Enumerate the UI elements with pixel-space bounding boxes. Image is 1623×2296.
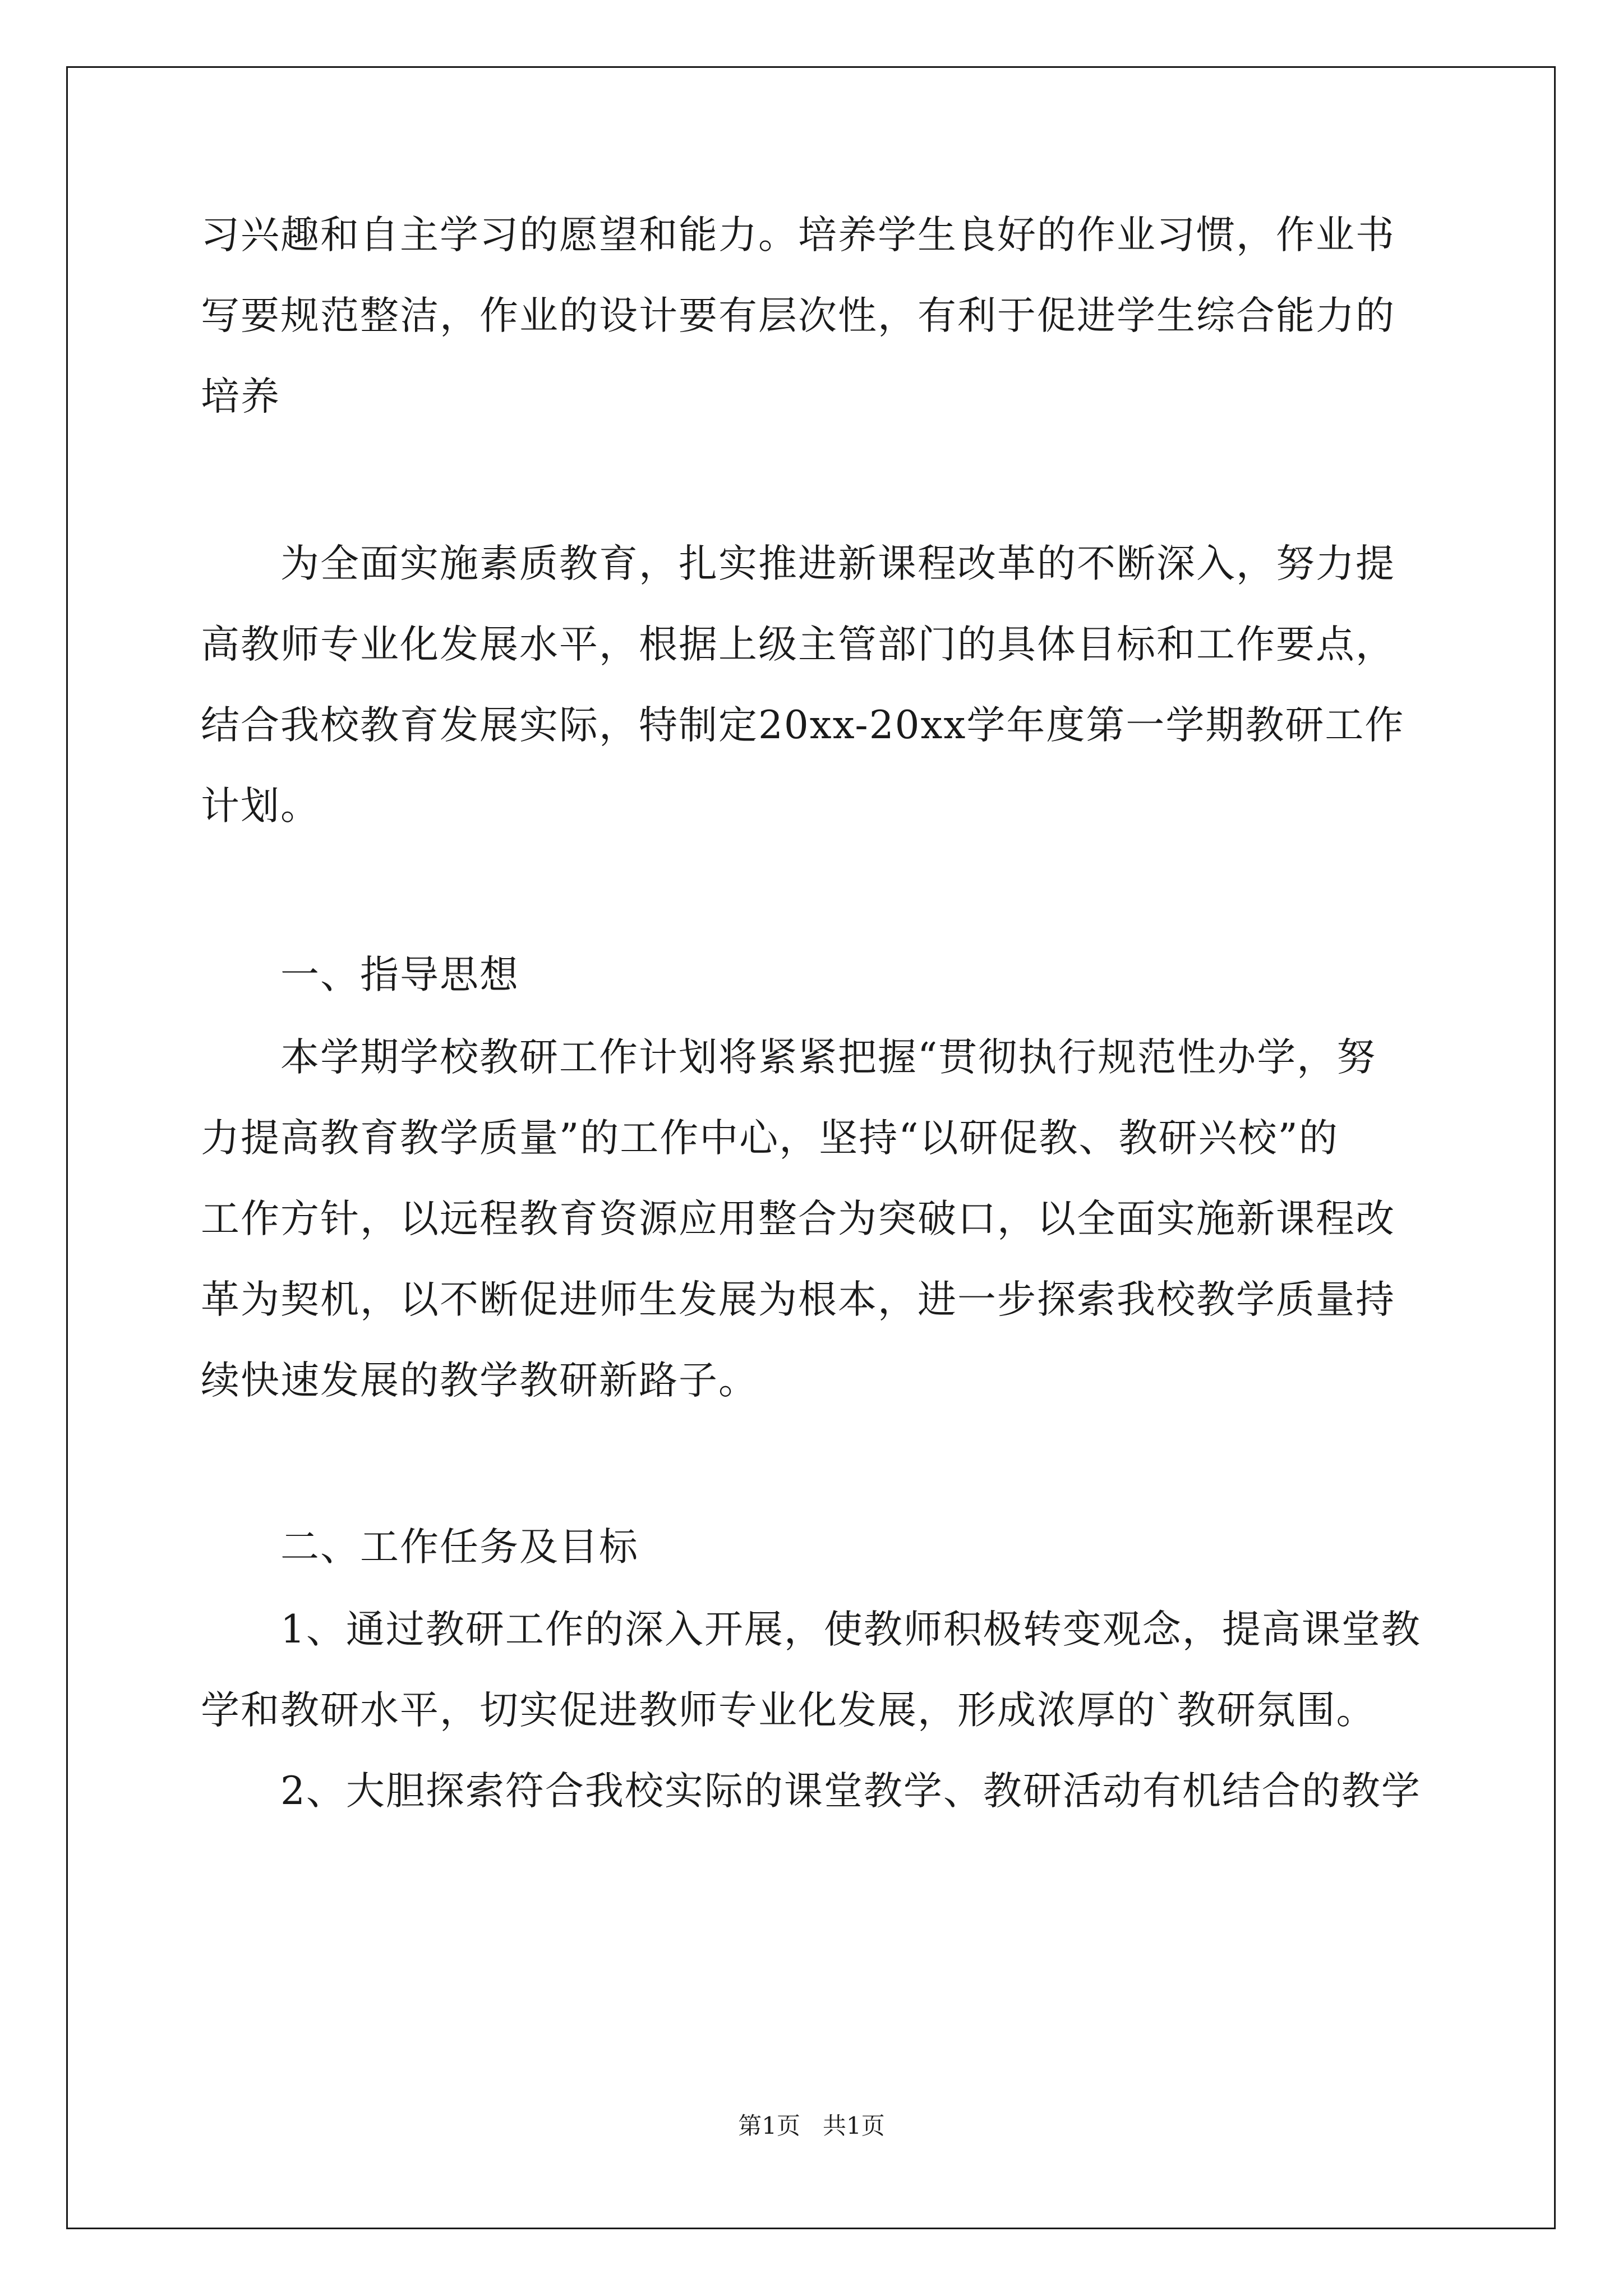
- paragraph-start-line: 本学期学校教研工作计划将紧紧把握“贯彻执行规范性办学，努: [280, 1035, 1377, 1080]
- section-heading: 二、工作任务及目标: [280, 1525, 639, 1570]
- paragraph-start-line: 1、通过教研工作的深入开展，使教师积极转变观念，提高课堂教: [280, 1607, 1421, 1652]
- text-line: 力提高教育教学质量”的工作中心，坚持“以研促教、教研兴校”的: [201, 1116, 1339, 1161]
- text-line: 革为契机，以不断促进师生发展为根本，进一步探索我校教学质量持: [201, 1277, 1395, 1322]
- paragraph-start-line: 为全面实施素质教育，扎实推进新课程改革的不断深入，努力提: [280, 541, 1395, 586]
- text-line: 结合我校教育发展实际，特制定20xx-20xx学年度第一学期教研工作: [201, 703, 1405, 748]
- text-line: 习兴趣和自主学习的愿望和能力。培养学生良好的作业习惯，作业书: [201, 213, 1395, 257]
- paragraph-start-line: 2、大胆探索符合我校实际的课堂教学、教研活动有机结合的教学: [280, 1769, 1421, 1814]
- page-footer: 第1页 共1页: [738, 2112, 885, 2139]
- text-line: 计划。: [201, 784, 320, 829]
- text-line: 学和教研水平，切实促进教师专业化发展，形成浓厚的`教研氛围。: [201, 1688, 1376, 1733]
- text-line: 高教师专业化发展水平，根据上级主管部门的具体目标和工作要点，: [201, 622, 1395, 667]
- text-line: 培养: [201, 374, 280, 419]
- text-line: 续快速发展的教学教研新路子。: [201, 1358, 758, 1403]
- text-line: 工作方针，以远程教育资源应用整合为突破口，以全面实施新课程改: [201, 1197, 1395, 1241]
- text-line: 写要规范整洁，作业的设计要有层次性，有利于促进学生综合能力的: [201, 293, 1395, 338]
- section-heading: 一、指导思想: [280, 953, 519, 997]
